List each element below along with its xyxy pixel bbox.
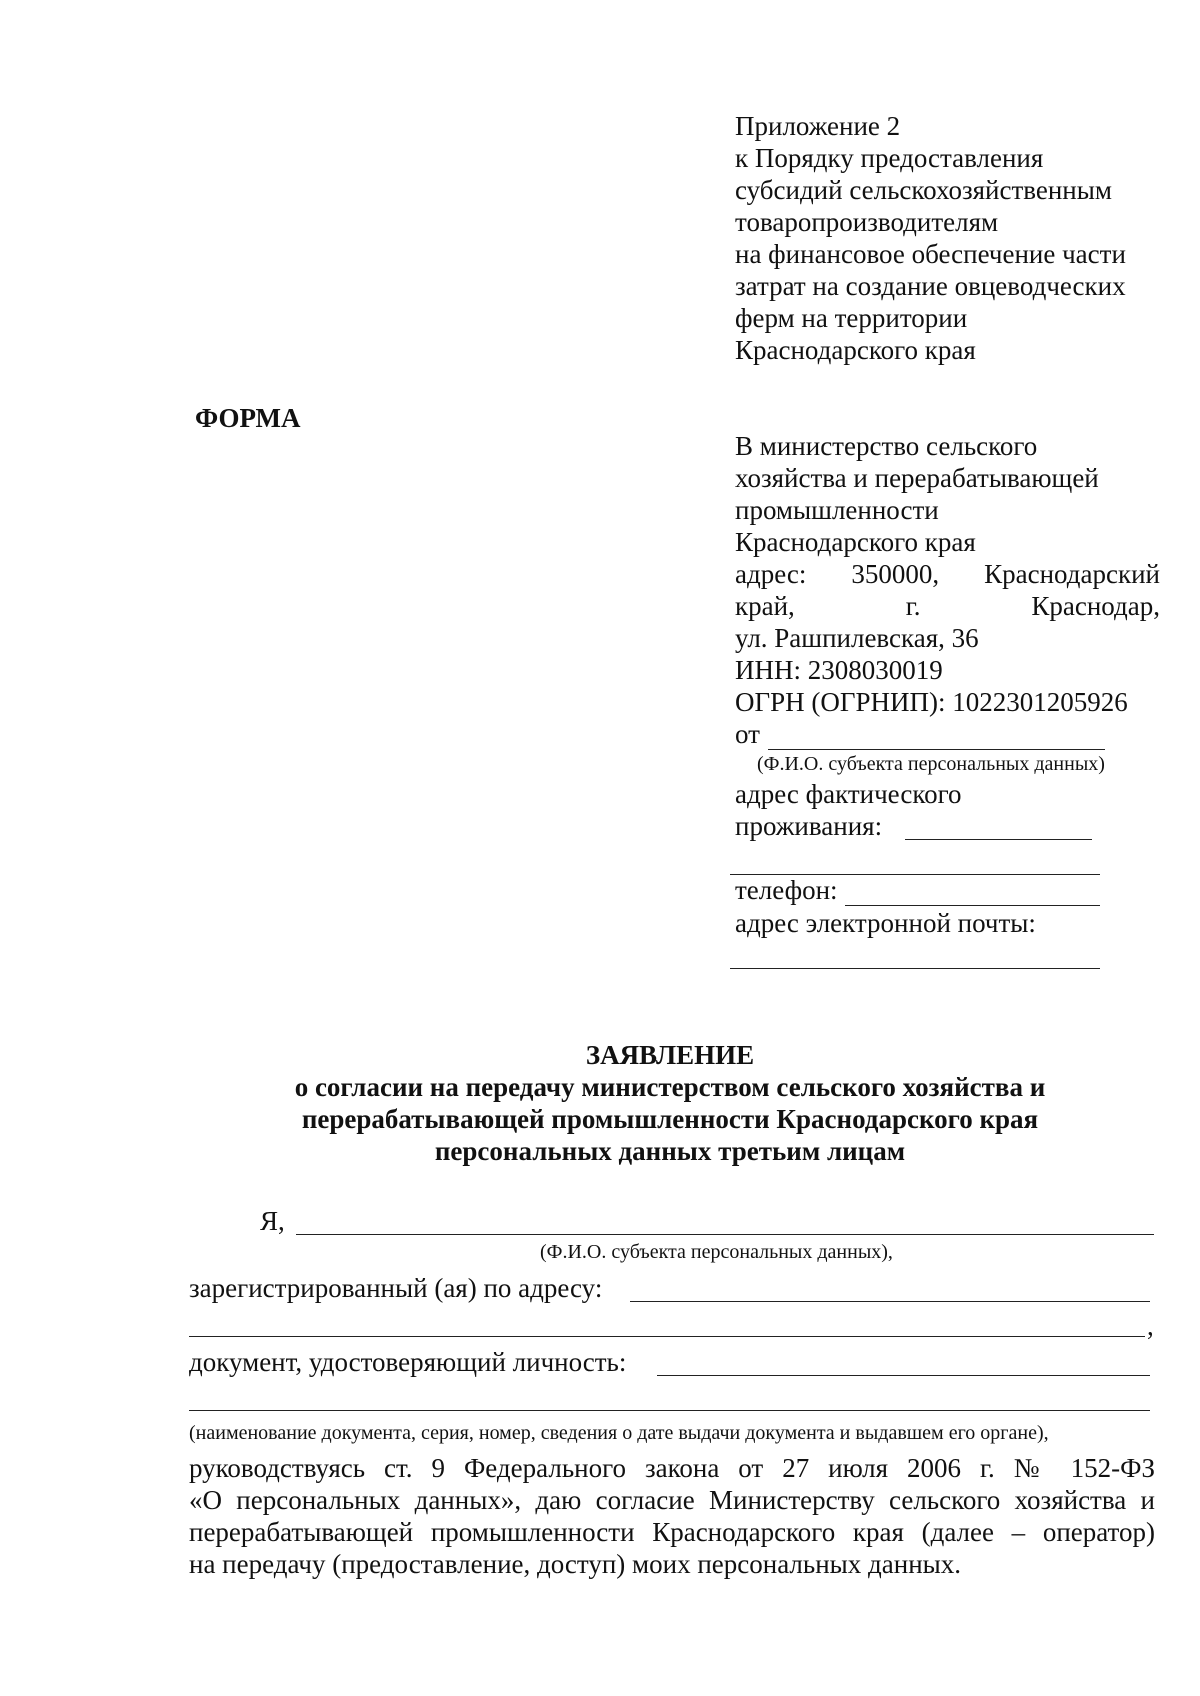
appendix-line: Краснодарского края xyxy=(735,335,976,365)
full-name-field[interactable] xyxy=(296,1234,1154,1235)
identity-document-field-line-2[interactable] xyxy=(189,1410,1150,1411)
email-label: адрес электронной почты: xyxy=(735,908,1036,938)
from-name-field[interactable] xyxy=(768,749,1105,750)
document-label: документ, удостоверяющий личность: xyxy=(189,1347,627,1377)
appendix-line: затрат на создание овцеводческих xyxy=(735,271,1126,301)
appendix-line: товаропроизводителям xyxy=(735,207,999,237)
addressee-line: промышленности xyxy=(735,495,939,525)
appendix-line: Приложение 2 xyxy=(735,111,901,141)
addressee-line: хозяйства и перерабатывающей xyxy=(735,463,1099,493)
comma: , xyxy=(1147,1311,1154,1341)
addressee-line: В министерство сельского xyxy=(735,431,1038,461)
consent-paragraph xyxy=(189,1452,1155,1580)
phone-label: телефон: xyxy=(735,875,838,905)
appendix-line: к Порядку предоставления xyxy=(735,143,1044,173)
i-label: Я, xyxy=(260,1206,285,1236)
statement-subtitle: персональных данных третьим лицам xyxy=(434,1136,906,1166)
region-name: Краснодарский xyxy=(984,559,1160,589)
from-label: от xyxy=(735,719,760,749)
appendix-line: субсидий сельскохозяйственным xyxy=(735,175,1112,205)
residence-label-2: проживания: xyxy=(735,811,883,841)
phone-field[interactable] xyxy=(845,905,1100,906)
registered-address-field[interactable] xyxy=(630,1301,1150,1302)
inn: ИНН: 2308030019 xyxy=(735,655,943,685)
form-label: ФОРМА xyxy=(195,403,301,433)
paragraph-line: перерабатывающей промышленности Краснодарского края (далее – оператор) xyxy=(189,1517,1155,1547)
address-label: адрес: xyxy=(735,559,807,589)
paragraph-line: «О персональных данных», даю согласие Министерству сельского хозяйства и xyxy=(189,1485,1155,1515)
ogrn: ОГРН (ОГРНИП): 1022301205926 xyxy=(735,687,1128,717)
identity-document-field[interactable] xyxy=(657,1375,1150,1376)
registered-label: зарегистрированный (ая) по адресу: xyxy=(189,1273,603,1303)
city-abbr: г. xyxy=(905,591,921,621)
postal-code: 350000, xyxy=(851,559,940,589)
address-row-1 xyxy=(735,558,1160,590)
full-name-caption: (Ф.И.О. субъекта персональных данных), xyxy=(540,1241,893,1263)
appendix-line: на финансовое обеспечение части xyxy=(735,239,1126,269)
paragraph-line: на передачу (предоставление, доступ) моих персональных данных. xyxy=(189,1549,962,1579)
street-address: ул. Рашпилевская, 36 xyxy=(735,623,979,653)
email-field[interactable] xyxy=(730,968,1100,969)
city-name: Краснодар, xyxy=(1031,591,1160,621)
residence-field[interactable] xyxy=(905,839,1092,840)
region-word: край, xyxy=(735,591,795,621)
statement-subtitle: перерабатывающей промышленности Краснодарского края xyxy=(301,1104,1039,1134)
residence-label: адрес фактического xyxy=(735,779,962,809)
document-caption: (наименование документа, серия, номер, сведения о дате выдачи документа и выдавшем его органе), xyxy=(189,1422,1049,1444)
addressee-line: Краснодарского края xyxy=(735,527,976,557)
from-caption: (Ф.И.О. субъекта персональных данных) xyxy=(757,753,1105,775)
statement-heading: ЗАЯВЛЕНИЕ xyxy=(585,1040,755,1070)
address-row-2 xyxy=(735,590,1160,622)
paragraph-line: руководствуясь ст. 9 Федерального закона от 27 июля 2006 г. № 152-ФЗ xyxy=(189,1453,1155,1483)
registered-address-field-line-2[interactable] xyxy=(189,1336,1145,1337)
appendix-line: ферм на территории xyxy=(735,303,968,333)
statement-subtitle: о согласии на передачу министерством сельского хозяйства и xyxy=(294,1072,1046,1102)
